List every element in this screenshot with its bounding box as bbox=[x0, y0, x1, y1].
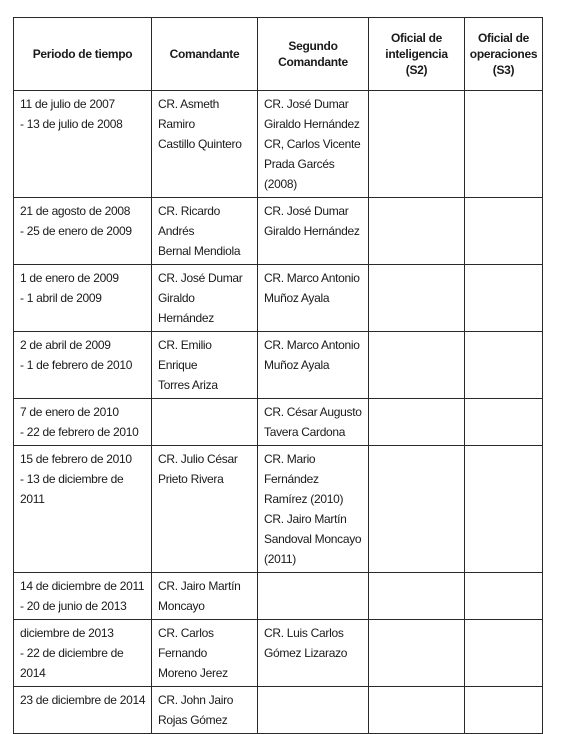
s3-cell bbox=[465, 198, 543, 265]
commander-cell: CR. Carlos Fernando Moreno Jerez bbox=[152, 620, 258, 687]
table-row bbox=[14, 573, 543, 620]
s3-cell bbox=[465, 265, 543, 332]
s3-cell bbox=[465, 620, 543, 687]
table-row bbox=[14, 91, 543, 198]
table-row bbox=[14, 687, 543, 734]
commander-cell: CR. Asmeth Ramiro Castillo Quintero bbox=[152, 91, 258, 198]
s2-cell bbox=[369, 91, 465, 198]
commander-cell: CR. John Jairo Rojas Gómez bbox=[152, 687, 258, 734]
period-cell: 21 de agosto de 2008 - 25 de enero de 2009 bbox=[14, 198, 152, 265]
commander-cell: CR. Ricardo Andrés Bernal Mendiola bbox=[152, 198, 258, 265]
s3-cell bbox=[465, 687, 543, 734]
header-row bbox=[14, 18, 543, 91]
command-table bbox=[13, 17, 543, 734]
period-cell: 7 de enero de 2010 - 22 de febrero de 2010 bbox=[14, 399, 152, 446]
second-commander-cell: CR. José Dumar Giraldo Hernández bbox=[258, 198, 369, 265]
second-commander-cell bbox=[258, 687, 369, 734]
table-row bbox=[14, 198, 543, 265]
header-commander: Comandante bbox=[152, 18, 258, 91]
commander-cell bbox=[152, 399, 258, 446]
commander-cell: CR. Jairo Martín Moncayo bbox=[152, 573, 258, 620]
s3-cell bbox=[465, 573, 543, 620]
period-cell: 1 de enero de 2009 - 1 abril de 2009 bbox=[14, 265, 152, 332]
table-row bbox=[14, 265, 543, 332]
second-commander-cell: CR. César Augusto Tavera Cardona bbox=[258, 399, 369, 446]
period-cell: 11 de julio de 2007 - 13 de julio de 2008 bbox=[14, 91, 152, 198]
header-intelligence-officer: Oficial de inteligencia (S2) bbox=[369, 18, 465, 91]
commander-cell: CR. José Dumar Giraldo Hernández bbox=[152, 265, 258, 332]
second-commander-cell: CR. Mario Fernández Ramírez (2010) CR. Jairo Martín Sandoval Moncayo (2011) bbox=[258, 446, 369, 573]
s2-cell bbox=[369, 620, 465, 687]
s2-cell bbox=[369, 399, 465, 446]
period-cell: 15 de febrero de 2010 - 13 de diciembre de 2011 bbox=[14, 446, 152, 573]
commander-cell: CR. Julio César Prieto Rivera bbox=[152, 446, 258, 573]
table-row bbox=[14, 332, 543, 399]
header-period: Periodo de tiempo bbox=[14, 18, 152, 91]
table-row bbox=[14, 620, 543, 687]
period-cell: 23 de diciembre de 2014 bbox=[14, 687, 152, 734]
period-cell: 14 de diciembre de 2011 - 20 de junio de 2013 bbox=[14, 573, 152, 620]
header-second-commander: Segundo Comandante bbox=[258, 18, 369, 91]
s3-cell bbox=[465, 91, 543, 198]
s2-cell bbox=[369, 573, 465, 620]
table-row bbox=[14, 399, 543, 446]
second-commander-cell: CR. Luis Carlos Gómez Lizarazo bbox=[258, 620, 369, 687]
table-row bbox=[14, 446, 543, 573]
s3-cell bbox=[465, 332, 543, 399]
s2-cell bbox=[369, 332, 465, 399]
s2-cell bbox=[369, 265, 465, 332]
s2-cell bbox=[369, 446, 465, 573]
period-cell: diciembre de 2013 - 22 de diciembre de 2014 bbox=[14, 620, 152, 687]
commander-cell: CR. Emilio Enrique Torres Ariza bbox=[152, 332, 258, 399]
second-commander-cell: CR. José Dumar Giraldo Hernández CR, Carlos Vicente Prada Garcés (2008) bbox=[258, 91, 369, 198]
s2-cell bbox=[369, 198, 465, 265]
s2-cell bbox=[369, 687, 465, 734]
header-operations-officer: Oficial de operaciones (S3) bbox=[465, 18, 543, 91]
s3-cell bbox=[465, 446, 543, 573]
second-commander-cell: CR. Marco Antonio Muñoz Ayala bbox=[258, 332, 369, 399]
second-commander-cell: CR. Marco Antonio Muñoz Ayala bbox=[258, 265, 369, 332]
s3-cell bbox=[465, 399, 543, 446]
period-cell: 2 de abril de 2009 - 1 de febrero de 2010 bbox=[14, 332, 152, 399]
second-commander-cell bbox=[258, 573, 369, 620]
